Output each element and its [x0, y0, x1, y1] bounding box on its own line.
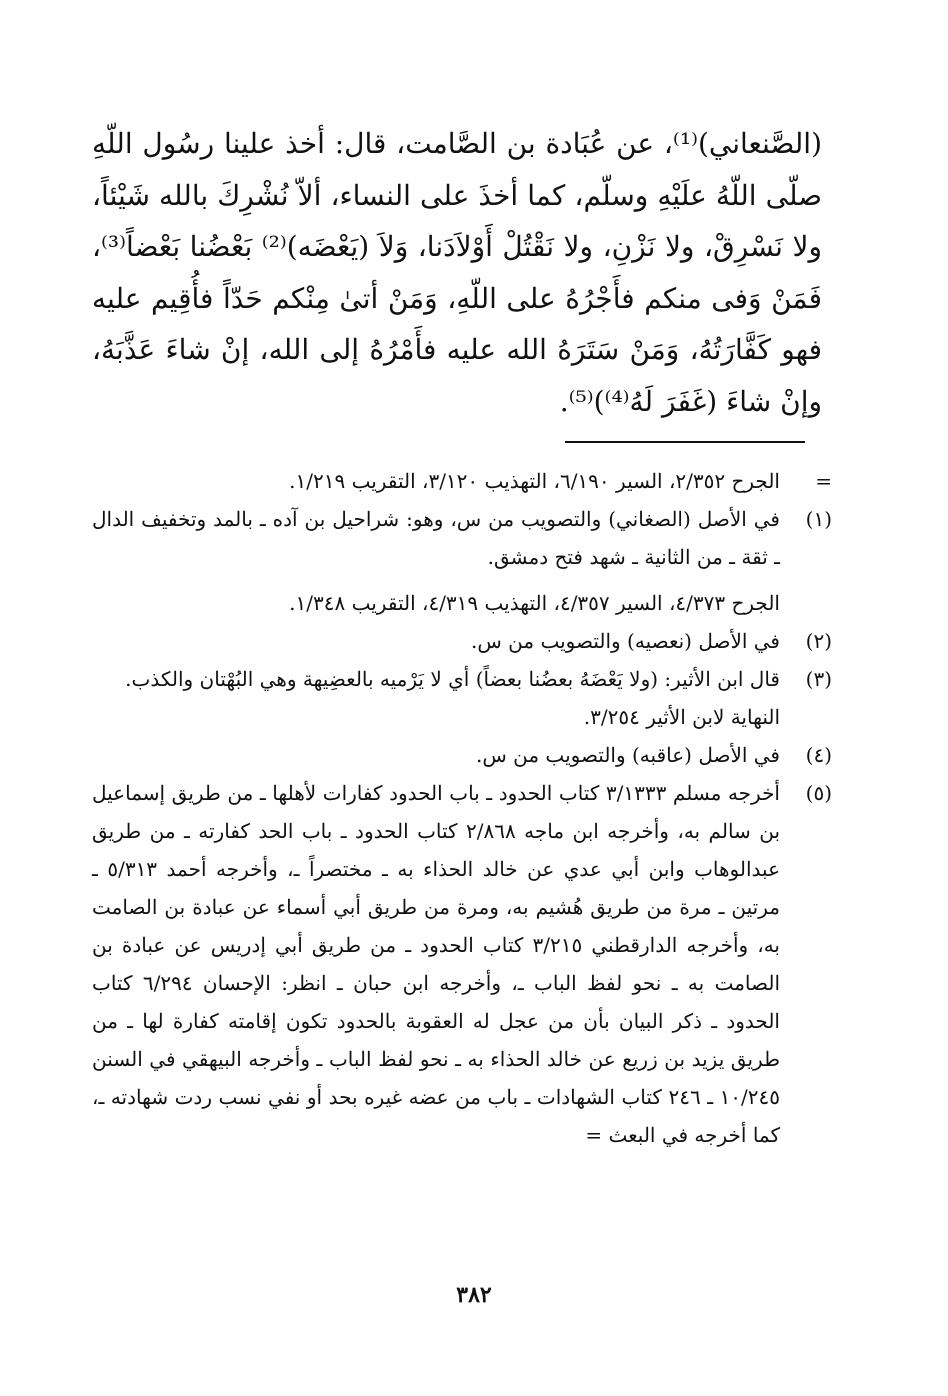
footnote-1	[92, 500, 832, 622]
footnote-reference: الجرح ٤/٣٧٣، السير ٤/٣٥٧، التهذيب ٤/٣١٩، التقريب ١/٣٤٨.	[289, 591, 780, 615]
footnote-3	[92, 660, 832, 736]
footnote-body	[92, 622, 780, 660]
footnote-text: في الأصل (الصغاني) والتصويب من س، وهو: شراحيل بن آده ـ بالمد وتخفيف الدال ـ ثقة ـ من الثانية ـ شهد فتح دمشق.	[92, 507, 780, 569]
footnote-text: أخرجه مسلم ٣/١٣٣٣ كتاب الحدود ـ باب الحدود كفارات لأهلها ـ من طريق إسماعيل بن سالم به، وأخرجه ابن ماجه ٢/٨٦٨ كتاب الحدود ـ باب الحد كفارته ـ من طريق عبدالوهاب وابن أبي عدي عن خالد الحذاء به ـ مختصراً ـ، وأخرجه أحمد ٥/٣١٣ ـ مرتين ـ مرة من طريق هُشيم به، ومرة من طريق أبي أسماء عن عبادة بن الصامت به، وأخرجه الدارقطني ٣/٢١٥ كتاب الحدود ـ من طريق أبي إدريس عن عبادة بن الصامت به ـ نحو لفظ الباب ـ، وأخرجه ابن حبان ـ انظر: الإحسان ٦/٢٩٤ كتاب الحدود ـ ذكر البيان بأن من عجل له العقوبة بالحدود تكون إقامته كفارة لها ـ من طريق يزيد بن زريع عن خالد الحذاء به ـ نحو لفظ الباب ـ وأخرجه البيهقي في السنن ١٠/٢٤٥ ـ ٢٤٦ كتاب الشهادات ـ باب من عضه غيره بحد أو نفي نسب ردت شهادته ـ، كما أخرجه في البعث =	[92, 781, 781, 1147]
footnote-2	[92, 622, 832, 660]
footnote-body	[92, 462, 780, 500]
footnote-body	[92, 500, 780, 622]
footnote-marker: (٢)	[805, 629, 832, 653]
footnote-body	[92, 774, 780, 1154]
footnote-4	[92, 736, 832, 774]
footnotes-block	[92, 462, 832, 1154]
footnote-continuation	[92, 462, 832, 500]
footnote-5	[92, 774, 832, 1154]
footnote-text: قال ابن الأثير: (ولا يَعْضَهُ بعضُنا بعضاً) أي لا يَرْميه بالعضِيهة وهي البُهْتان والكذب.	[125, 667, 780, 691]
main-text-block	[92, 118, 822, 427]
page-number: ٣٨٢	[456, 1282, 492, 1308]
footnote-body	[92, 736, 780, 774]
footnote-text: الجرح ٢/٣٥٢، السير ٦/١٩٠، التهذيب ٣/١٢٠، التقريب ١/٢١٩.	[289, 469, 780, 493]
footnote-text: في الأصل (نعصيه) والتصويب من س.	[471, 629, 780, 653]
footnote-text: في الأصل (عاقبه) والتصويب من س.	[476, 743, 780, 767]
footnote-separator	[565, 441, 805, 443]
footnote-reference: النهاية لابن الأثير ٣/٢٥٤.	[583, 705, 780, 729]
footnote-marker: (٣)	[805, 667, 832, 691]
footnote-marker: =	[815, 469, 832, 493]
hadith-paragraph: (الصَّنعاني)⁽¹⁾، عن عُبَادة بن الصَّامت، قال: أخذ علينا رسُول اللّهِ صلّى اللّهُ علَيْهِ وسلّم، كما أخذَ على النساء، ألاّ نُشْرِكَ بالله شَيْئاً، ولا نَسْرِقْ، ولا نَزْنِ، ولا نَقْتُلْ أَوْلاَدَنا، وَلاَ (يَعْضَه)⁽²⁾ بَعْضُنا بَعْضاً⁽³⁾، فَمَنْ وَفى منكم فأَجْرُهُ على اللّهِ، وَمَنْ أتىٰ مِنْكم حَدّاً فأُقِيم عليه فهو كَفَّارَتُهُ، وَمَنْ سَتَرَهُ الله عليه فأَمْرُهُ إلى الله، إنْ شاءَ عَذَّبَهُ، وإنْ شاءَ (غَفَرَ لَهُ⁽⁴⁾)⁽⁵⁾.	[92, 127, 822, 418]
footnote-marker: (٥)	[805, 781, 832, 805]
footnote-marker: (١)	[805, 507, 832, 531]
footnote-body	[92, 660, 780, 736]
footnote-marker: (٤)	[805, 743, 832, 767]
